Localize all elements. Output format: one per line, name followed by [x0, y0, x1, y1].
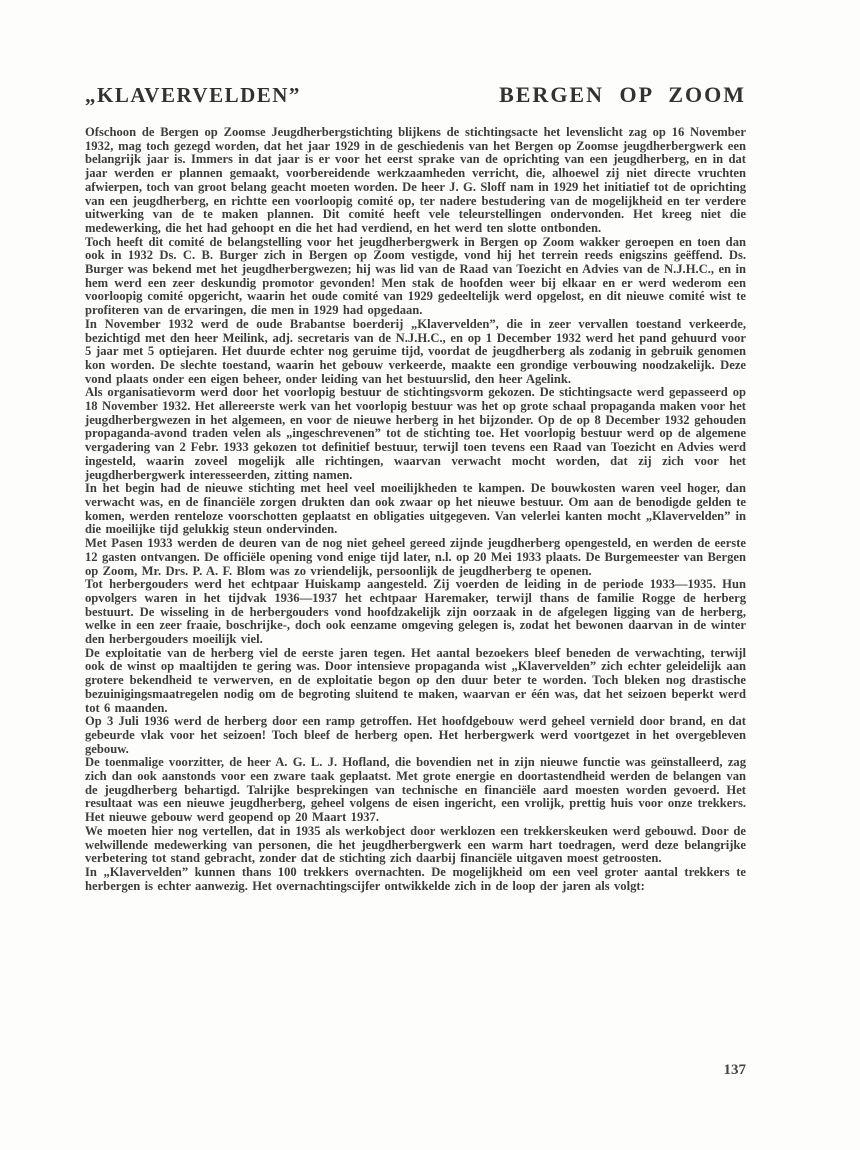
paragraph: In November 1932 werd de oude Brabantse boerderij „Klavervelden”, die in zeer vervallen toestand verkeerde, bezichtigd met den heer Meilink, adj. secretaris van de N.J.H.C., en op 1 December 1932 werd het pand gehuurd voor 5 jaar met 5 optiejaren. Het duurde echter nog geruime tijd, voordat de jeugdherberg als zodanig in gebruik genomen kon worden. De slechte toestand, waarin het gebouw verkeerde, maakte een grondige verbouwing noodzakelijk. Deze vond plaats onder een eigen beheer, onder leiding van het bestuurslid, den heer Agelink. — [85, 316, 746, 386]
page-header — [85, 82, 746, 108]
page-title-right: BERGEN OP ZOOM — [499, 82, 746, 107]
paragraph: In „Klavervelden” kunnen thans 100 trekkers overnachten. De mogelijkheid om een veel groter aantal trekkers te herbergen is echter aanwezig. Het overnachtingscijfer ontwikkelde zich in de loop der jaren als volgt: — [85, 864, 746, 893]
paragraph: Op 3 Juli 1936 werd de herberg door een ramp getroffen. Het hoofdgebouw werd geheel vernield door brand, en dat gebeurde vlak voor het seizoen! Toch bleef de herberg open. Het herbergwerk werd voortgezet in het overgebleven gebouw. — [85, 714, 746, 756]
paragraph: Met Pasen 1933 werden de deuren van de nog niet geheel gereed zijnde jeugdherberg opengesteld, en werden de eerste 12 gasten ontvangen. De officiële opening vond enige tijd later, n.l. op 20 Mei 1933 plaats. De Burgemeester van Bergen op Zoom, Mr. Drs. P. A. F. Blom was zo vriendelijk, persoonlijk de jeugdherberg te openen. — [85, 536, 746, 578]
paragraph: We moeten hier nog vertellen, dat in 1935 als werkobject door werklozen een trekkerskeuken werd gebouwd. Door de welwillende medewerking van personen, die het jeugdherbergwerk een warm hart toedragen, werd deze belangrijke verbetering tot stand gebracht, zonder dat de stichting zich daarbij financiële uitgaven moest getroosten. — [85, 823, 746, 866]
page-title-left: „KLAVERVELDEN” — [85, 83, 301, 107]
paragraph: Tot herbergouders werd het echtpaar Huiskamp aangesteld. Zij voerden de leiding in de periode 1933—1935. Hun opvolgers waren in het tijdvak 1936—1937 het echtpaar Haremaker, terwijl thans de familie Rogge de herberg bestuurt. De wisseling in de herbergouders vond hoofdzakelijk zijn oorzaak in de afgelegen ligging van de herberg, welke in een zeer fraaie, boschrijke-, doch ook eenzame omgeving gelegen is, zodat het bewonen daarvan in de winter den herbergouders moeilijk viel. — [85, 577, 746, 647]
paragraph: De exploitatie van de herberg viel de eerste jaren tegen. Het aantal bezoekers bleef beneden de verwachting, terwijl ook de winst op maaltijden te gering was. Door intensieve propaganda wist „Klavervelden” zich echter geleidelijk aan grotere bekendheid te verwerven, en de exploitatie begon op den duur beter te worden. Toch bleken nog drastische bezuinigingsmaatregelen nodig om de begroting sluitend te maken, waarvan er één was, dat het seizoen beperkt werd tot 6 maanden. — [85, 645, 746, 715]
paragraph: Ofschoon de Bergen op Zoomse Jeugdherbergstichting blijkens de stichtingsacte het levenslicht zag op 16 November 1932, mag toch gezegd worden, dat het jaar 1929 in de geschiedenis van het Bergen op Zoomse jeugdherbergwerk een belangrijk jaar is. Immers in dat jaar is er voor het eerst sprake van de oprichting van een jeugdherberg, en in dat jaar werden er plannen gemaakt, voorbereidende werkzaamheden verricht, die, alhoewel zij niet directe vruchten afwierpen, toch van groot belang geacht moeten worden. De heer J. G. Sloff nam in 1929 het initiatief tot de oprichting van een jeugdherberg, en richtte een voorloopig comité op, ter nadere bestudering van de mogelijkheid en ter verdere uitwerking van de te maken plannen. Dit comité heeft vele teleurstellingen ondervonden. Het kreeg niet die medewerking, die het had gehoopt en die het had verdiend, en het werd ten slotte ontbonden. — [85, 125, 746, 235]
paragraph: De toenmalige voorzitter, de heer A. G. L. J. Hofland, die bovendien net in zijn nieuwe functie was geïnstalleerd, zag zich dan ook aanstonds voor een zware taak geplaatst. Met grote energie en doortastendheid werden de belangen van de jeugdherberg behartigd. Talrijke besprekingen van technische en financiële aard moesten worden gevoerd. Het resultaat was een nieuwe jeugdherberg, geheel volgens de eisen ingericht, een vrolijk, prettig huis voor onze trekkers. Het nieuwe gebouw werd geopend op 20 Maart 1937. — [85, 755, 746, 825]
paragraph: Als organisatievorm werd door het voorlopig bestuur de stichtingsvorm gekozen. De stichtingsacte werd gepasseerd op 18 November 1932. Het allereerste werk van het voorlopig bestuur was het op grote schaal propaganda maken voor het jeugdherbergwezen in het algemeen, en voor de nieuwe herberg in het bijzonder. Op de op 8 December 1932 gehouden propaganda-avond traden velen als „ingeschrevenen” tot de stichting toe. Het voorlopig bestuur werd op de algemene vergadering van 2 Febr. 1933 gekozen tot definitief bestuur, terwijl toen tevens een Raad van Toezicht en Advies werd ingesteld, waarin zoveel mogelijk alle richtingen, waarvan verwacht mocht worden, dat zij zich voor het jeugdherbergwerk interesseerden, zitting namen. — [85, 385, 746, 482]
paragraph: Toch heeft dit comité de belangstelling voor het jeugdherbergwerk in Bergen op Zoom wakker geroepen en toen dan ook in 1932 Ds. C. B. Burger zich in Bergen op Zoom vestigde, vond hij het terrein reeds enigszins geëffend. Ds. Burger was bekend met het jeugdherbergwezen; hij was lid van de Raad van Toezicht en Advies van de N.J.H.C., en in hem werd een zeer deskundig promotor gevonden! Men stak de hoofden weer bij elkaar en er werd wederom een voorloopig comité opgericht, waarin het oude comité van 1929 gedeeltelijk werd opgelost, en dit nieuwe comité wist te profiteren van de ervaringen, die men in 1929 had opgedaan. — [85, 234, 746, 318]
page-number: 137 — [723, 1062, 746, 1078]
page-content — [85, 82, 746, 893]
paragraph: In het begin had de nieuwe stichting met heel veel moeilijkheden te kampen. De bouwkosten waren veel hoger, dan verwacht was, en de financiële zorgen drukten dan ook zwaar op het nieuwe bestuur. Om aan de benodigde gelden te komen, werden renteloze voorschotten geplaatst en obligaties uitgegeven. Van velerlei kanten mocht „Klavervelden” in die moeilijke tijd gelukkig steun ondervinden. — [85, 481, 746, 537]
article-body — [85, 126, 746, 893]
